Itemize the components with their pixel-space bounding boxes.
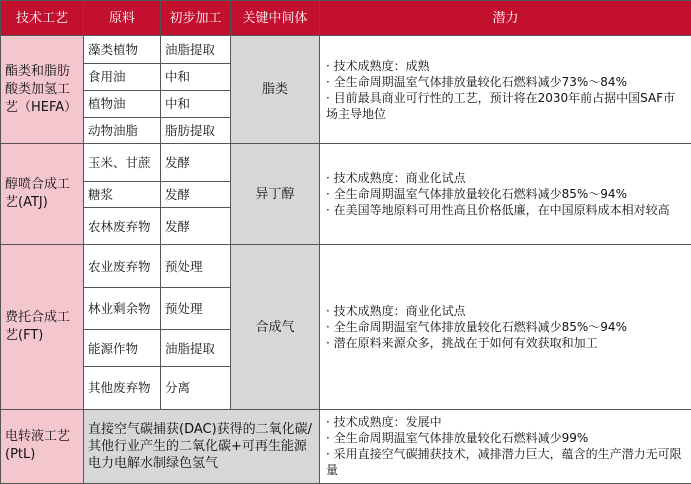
raw-material: 能源作物 (84, 330, 161, 367)
process-ft: 费托合成工艺(FT) (1, 245, 84, 409)
preprocessing: 预处理 (161, 287, 231, 329)
process-hefa: 酯类和脂肪酸类加氢工艺（HEFA） (1, 36, 84, 144)
preprocessing: 中和 (161, 63, 231, 90)
potential-ft (320, 245, 691, 409)
table-row (1, 144, 691, 181)
potential-hefa (320, 36, 691, 144)
raw-material: 藻类植物 (84, 36, 161, 64)
preprocessing: 脂肪提取 (161, 117, 231, 144)
preprocessing: 油脂提取 (161, 36, 231, 64)
raw-material: 玉米、甘蔗 (84, 144, 161, 181)
potential-ptl (320, 409, 691, 483)
header-raw-material: 原料 (84, 1, 161, 36)
raw-material: 农业废弃物 (84, 245, 161, 287)
intermediate-atj: 异丁醇 (231, 144, 320, 245)
header-potential: 潜力 (320, 1, 691, 36)
raw-material: 食用油 (84, 63, 161, 90)
potential-line: · 全生命周期温室气体排放量较化石燃料减少85%～94% (326, 187, 627, 202)
intermediate-ft: 合成气 (231, 245, 320, 409)
header-intermediate: 关键中间体 (231, 1, 320, 36)
header-process: 技术工艺 (1, 1, 84, 36)
potential-line: · 技术成熟度：成熟 (326, 58, 430, 73)
process-atj: 醇喷合成工艺(ATJ) (1, 144, 84, 245)
table-row (1, 245, 691, 287)
preprocessing: 分离 (161, 367, 231, 409)
preprocessing: 发酵 (161, 144, 231, 181)
ptl-feedstock: 直接空气碳捕获(DAC)获得的二氧化碳/其他行业产生的二氧化碳+可再生能源电力电解水制绿色氢气 (84, 409, 320, 483)
raw-material: 农林废弃物 (84, 208, 161, 245)
raw-material: 其他废弃物 (84, 367, 161, 409)
potential-line: · 技术成熟度：发展中 (326, 415, 442, 430)
preprocessing: 发酵 (161, 208, 231, 245)
potential-line: · 全生命周期温室气体排放量较化石燃料减少73%～84% (326, 74, 627, 89)
intermediate-hefa: 脂类 (231, 36, 320, 144)
process-ptl: 电转液工艺(PtL) (1, 409, 84, 483)
potential-line: · 潜在原料来源众多，挑战在于如何有效获取和加工 (326, 336, 598, 351)
potential-atj (320, 144, 691, 245)
header-preprocessing: 初步加工 (161, 1, 231, 36)
potential-line: · 在美国等地原料可用性高且价格低廉，在中国原料成本相对较高 (326, 203, 670, 218)
raw-material: 林业剩余物 (84, 287, 161, 329)
potential-line: · 目前最具商业可行性的工艺，预计将在2030年前占据中国SAF市场主导地位 (326, 90, 676, 121)
raw-material: 动物油脂 (84, 117, 161, 144)
potential-line: · 全生命周期温室气体排放量较化石燃料减少99% (326, 431, 589, 446)
table-row (1, 409, 691, 483)
potential-line: · 技术成熟度：商业化试点 (326, 171, 466, 186)
preprocessing: 中和 (161, 90, 231, 117)
raw-material: 植物油 (84, 90, 161, 117)
potential-line: · 采用直接空气碳捕获技术，减排潜力巨大，蕴含的生产潜力无可限量 (326, 447, 682, 478)
preprocessing: 发酵 (161, 181, 231, 208)
preprocessing: 油脂提取 (161, 330, 231, 367)
header-row (1, 1, 691, 36)
table-row (1, 36, 691, 64)
raw-material: 糖浆 (84, 181, 161, 208)
preprocessing: 预处理 (161, 245, 231, 287)
potential-line: · 技术成熟度：商业化试点 (326, 304, 466, 319)
potential-line: · 全生命周期温室气体排放量较化石燃料减少85%～94% (326, 320, 627, 335)
